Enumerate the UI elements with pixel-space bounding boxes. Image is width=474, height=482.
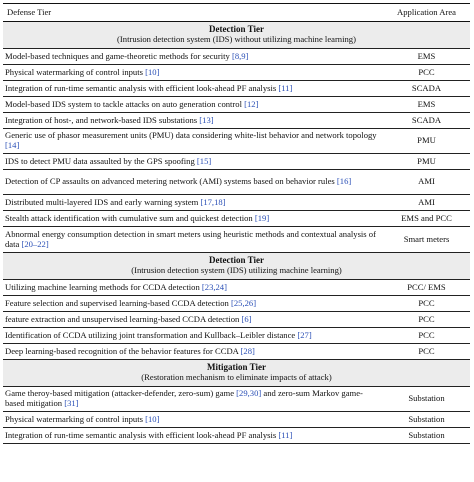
description-text: Detection of CP assaults on advanced metering network (AMI) systems based on behavior rules — [5, 176, 337, 187]
application-area: PCC — [383, 296, 470, 312]
section-title: Detection Tier — [209, 255, 264, 266]
defense-description — [3, 154, 383, 170]
application-area: PCC/ EMS — [383, 280, 470, 296]
citation-link[interactable]: [17,18] — [200, 196, 226, 207]
table-row — [3, 65, 470, 81]
section-header — [3, 360, 470, 387]
defense-description — [3, 49, 383, 65]
table-row — [3, 81, 470, 97]
description-text: Feature selection and supervised learning-based CCDA detection — [5, 297, 231, 308]
table-row — [3, 344, 470, 360]
section-header-row — [3, 253, 470, 280]
description-text: Abnormal energy consumption detection in smart meters using heuristic methods and contextual analysis of data — [5, 228, 376, 249]
description-text: Utilizing machine learning methods for CCDA detection — [5, 281, 202, 292]
citation-link[interactable]: [11] — [278, 82, 293, 93]
defense-description — [3, 227, 383, 253]
section-header — [3, 253, 470, 280]
table-row — [3, 312, 470, 328]
header-application-area: Application Area — [383, 4, 470, 22]
table-row — [3, 227, 470, 253]
application-area: Substation — [383, 428, 470, 444]
section-subtitle: (Intrusion detection system (IDS) without utilizing machine learning) — [117, 34, 356, 44]
description-text: Integration of run-time semantic analysis with efficient look-ahead PF analysis — [5, 429, 279, 440]
header-defense-tier: Defense Tier — [3, 4, 383, 22]
application-area: AMI — [383, 170, 470, 195]
application-area: EMS — [383, 97, 470, 113]
description-text: and zero-sum Markov game-based mitigation — [5, 388, 363, 408]
citation-link[interactable]: [31] — [64, 398, 79, 408]
citation-link[interactable]: [28] — [240, 345, 255, 356]
defense-description — [3, 296, 383, 312]
table-row — [3, 211, 470, 227]
table-row — [3, 113, 470, 129]
description-text: feature extraction and unsupervised learning-based CCDA detection — [5, 313, 242, 324]
citation-link[interactable]: [15] — [196, 155, 212, 166]
section-title: Detection Tier — [209, 24, 264, 35]
application-area: EMS and PCC — [383, 211, 470, 227]
section-title: Mitigation Tier — [207, 362, 266, 373]
table-row — [3, 387, 470, 412]
description-text: Identification of CCDA utilizing joint transformation and Kullback–Leibler distance — [5, 329, 298, 340]
application-area: PMU — [383, 154, 470, 170]
description-text: Game theroy-based mitigation (attacker-defender, zero-sum) game — [5, 388, 237, 399]
table-row — [3, 412, 470, 428]
citation-link[interactable]: [20–22] — [21, 238, 49, 249]
citation-link[interactable]: [10] — [145, 66, 160, 77]
table-body — [3, 22, 470, 444]
defense-description — [3, 312, 383, 328]
description-text: Deep learning-based recognition of the behavior features for CCDA — [5, 345, 241, 356]
defense-description — [3, 195, 383, 211]
citation-link[interactable]: [29,30] — [236, 388, 262, 399]
citation-link[interactable]: [25,26] — [231, 297, 257, 308]
citation-link[interactable]: [12] — [244, 98, 259, 109]
defense-description — [3, 211, 383, 227]
application-area: EMS — [383, 49, 470, 65]
application-area: PCC — [383, 65, 470, 81]
application-area: PCC — [383, 312, 470, 328]
section-header-row — [3, 360, 470, 387]
citation-link[interactable]: [27] — [297, 329, 312, 340]
description-text: Distributed multi-layered IDS and early warning system — [5, 196, 201, 207]
defense-description — [3, 428, 383, 444]
table-header-row — [3, 4, 470, 22]
defense-description — [3, 412, 383, 428]
defense-tier-table — [3, 3, 470, 444]
table-row — [3, 97, 470, 113]
application-area: Smart meters — [383, 227, 470, 253]
citation-link[interactable]: [13] — [199, 114, 214, 125]
application-area: Substation — [383, 412, 470, 428]
defense-description — [3, 328, 383, 344]
citation-link[interactable]: [8,9] — [231, 50, 249, 61]
application-area: SCADA — [383, 113, 470, 129]
section-subtitle: (Intrusion detection system (IDS) utilizing machine learning) — [131, 265, 342, 275]
application-area: PMU — [383, 129, 470, 154]
table-row — [3, 195, 470, 211]
table-row — [3, 280, 470, 296]
table-row — [3, 154, 470, 170]
defense-description — [3, 81, 383, 97]
application-area: Substation — [383, 387, 470, 412]
application-area: AMI — [383, 195, 470, 211]
defense-description — [3, 97, 383, 113]
application-area: PCC — [383, 344, 470, 360]
defense-description — [3, 170, 383, 195]
description-text: Integration of run-time semantic analysis with efficient look-ahead PF analysis — [5, 82, 279, 93]
table-row — [3, 129, 470, 154]
citation-link[interactable]: [6] — [241, 313, 252, 324]
citation-link[interactable]: [16] — [336, 176, 352, 187]
citation-link[interactable]: [14] — [5, 140, 20, 150]
section-subtitle: (Restoration mechanism to eliminate impacts of attack) — [141, 372, 332, 382]
application-area: PCC — [383, 328, 470, 344]
description-text: Integration of host-, and network-based IDS substations — [5, 114, 200, 125]
application-area: SCADA — [383, 81, 470, 97]
description-text: Physical watermarking of control inputs — [5, 413, 146, 424]
description-text: Physical watermarking of control inputs — [5, 66, 146, 77]
defense-description — [3, 280, 383, 296]
description-text: IDS to detect PMU data assaulted by the GPS spoofing — [5, 155, 197, 166]
defense-description — [3, 387, 383, 412]
table-row — [3, 428, 470, 444]
description-text: Stealth attack identification with cumulative sum and quickest detection — [5, 212, 255, 223]
citation-link[interactable]: [23,24] — [201, 281, 227, 292]
defense-description — [3, 129, 383, 154]
defense-description — [3, 113, 383, 129]
section-header — [3, 22, 470, 49]
defense-description — [3, 344, 383, 360]
description-text: Model-based IDS system to tackle attacks on auto generation control — [5, 98, 245, 109]
citation-link[interactable]: [19] — [254, 212, 270, 223]
defense-description — [3, 65, 383, 81]
description-text: Model-based techniques and game-theoretic methods for security — [5, 50, 232, 61]
table-row — [3, 170, 470, 195]
table-row — [3, 49, 470, 65]
section-header-row — [3, 22, 470, 49]
table-row — [3, 296, 470, 312]
description-text: Generic use of phasor measurement units (PMU) data considering white-list behavior and network topology — [5, 130, 377, 141]
citation-link[interactable]: [11] — [278, 429, 293, 440]
citation-link[interactable]: [10] — [145, 413, 160, 424]
table-row — [3, 328, 470, 344]
